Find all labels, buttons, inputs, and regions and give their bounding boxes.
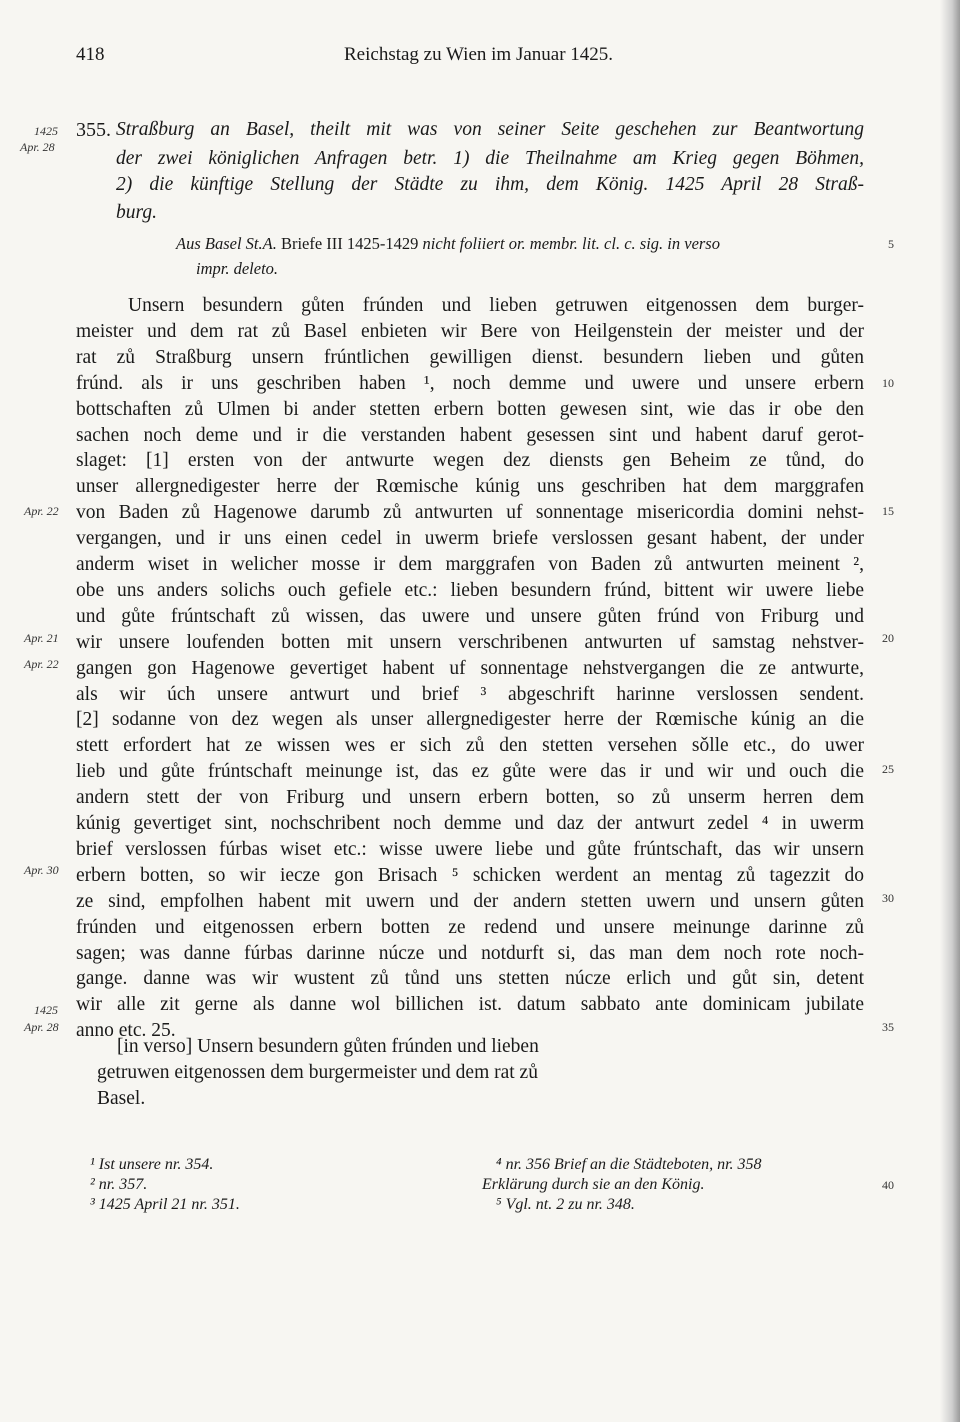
regest-number: 355. xyxy=(76,119,111,141)
line-number: 25 xyxy=(882,762,894,776)
regest-line: der zwei königlichen Anfragen betr. 1) die Theilnahme am Krieg gegen Böhmen, xyxy=(116,148,864,169)
body-line: slaget: [1] ersten von der antwurte wegen dez diensts gen Beheim ze tůnd, do xyxy=(76,450,864,472)
body-line: Unsern besundern gůten frúnden und lieben getruwen eitgenossen dem burger- xyxy=(128,295,864,316)
line-number: 30 xyxy=(882,891,894,905)
running-head: Reichstag zu Wien im Januar 1425. xyxy=(344,44,614,65)
body-line: obe uns anders solichs ouch gefiele etc.: lieben besundern frúnd, bittent wir uwere liebe xyxy=(76,579,864,601)
body-line: stett erfordert hat ze wissen wes er sich zů den stetten versehen sǒlle etc., do uwer xyxy=(76,735,864,757)
source-collection: Briefe III 1425-1429 xyxy=(280,234,419,253)
footnote: ² nr. 357. xyxy=(90,1176,148,1193)
body-line: andern stett der von Friburg und unsern erbern botten, so zů unserm herren dem xyxy=(76,787,864,809)
source-line-2: impr. deleto. xyxy=(196,259,279,278)
body-line: ze sind, empfolhen habent mit uwern und der andern stetten uwern und unsern gůten xyxy=(76,890,864,912)
verso-line: getruwen eitgenossen dem burgermeister und dem rat zů xyxy=(97,1062,538,1083)
margin-date: Apr. 28 xyxy=(24,1020,59,1034)
line-number: 40 xyxy=(882,1178,894,1192)
body-line: frúnd. als ir uns geschriben haben ¹, noch demme und uwere und unsere erbern xyxy=(76,372,864,394)
line-number: 10 xyxy=(882,376,894,390)
body-line: brief verslossen fúrbas wiset etc.: wisse uwere liebe und gůte frúntschaft, das wir unsern xyxy=(76,838,864,860)
body-line: gangen gon Hagenowe gevertiget habent uf sonnentage nehstvergangen die ze antwurte, xyxy=(76,657,864,679)
body-line: anno etc. 25. xyxy=(76,1020,176,1042)
body-line: rat zů Straßburg unsern frúntlichen gewilligen dienst. besundern lieben und gůten xyxy=(76,346,864,368)
line-number: 35 xyxy=(882,1020,894,1034)
margin-date: Apr. 28 xyxy=(20,140,55,154)
body-line: unser allergnedigester herre der Rœmische kúnig uns geschriben hat dem marggrafen xyxy=(76,476,864,498)
margin-date: 1425 xyxy=(34,124,58,138)
verso-line: Basel. xyxy=(97,1088,146,1109)
page-number: 418 xyxy=(76,44,105,65)
margin-date: Apr. 30 xyxy=(24,863,59,877)
margin-date: Apr. 22 xyxy=(24,504,59,518)
body-line: vergangen, und ir uns einen cedel in uwerm briefe verslossen gesant habent, der under xyxy=(76,528,864,550)
margin-date: Apr. 22 xyxy=(24,657,59,671)
body-line: und gůte frúntschaft zů wissen, das uwere und unsere gůten frúnd von Friburg und xyxy=(76,605,864,627)
body-line: lieb und gůte frúntschaft meinunge ist, das ez gůte were das ir und wir und ouch die xyxy=(76,761,864,783)
body-line: sagen; was danne fúrbas darinne núcze und notdurft si, das man dem noch rote noch- xyxy=(76,942,864,964)
body-line: bottschaften zů Ulmen bi ander stetten erbern botten gewesen sint, wie das ir obe den xyxy=(76,398,864,420)
source-line xyxy=(176,231,720,257)
body-line: als wir úch unsere antwurt und brief ³ abgeschrift harinne verslossen sendent. xyxy=(76,683,864,705)
regest-line: burg. xyxy=(116,202,157,223)
margin-date: 1425 xyxy=(34,1003,58,1017)
body-line: sachen noch deme und ir die verstanden habent gesessen sint und habent daruf gerot- xyxy=(76,424,864,446)
footnote: ⁵ Vgl. nt. 2 zu nr. 348. xyxy=(496,1196,635,1213)
regest-line: 2) die künftige Stellung der Städte zu ihm, dem König. 1425 April 28 Straß- xyxy=(116,174,864,195)
line-number: 15 xyxy=(882,504,894,518)
body-line: [2] sodanne von dez wegen als unser allergnedigester herre der Rœmische kúnig an die xyxy=(76,709,864,731)
body-line: erbern botten, so wir iecze gon Brisach ⁵ schicken werdent an mentag zů tagezzit do xyxy=(76,864,864,886)
body-line: meister und dem rat zů Basel enbieten wir Bere von Heilgenstein der meister und der xyxy=(76,320,864,342)
footnote: ³ 1425 April 21 nr. 351. xyxy=(90,1196,240,1213)
verso-line: [in verso] Unsern besundern gůten frúnden und lieben xyxy=(117,1036,539,1057)
margin-date: Apr. 21 xyxy=(24,631,59,645)
body-line: kúnig gevertiget sint, nochschribent noch demme und daz der antwurt zedel ⁴ in uwerm xyxy=(76,813,864,834)
footnote: Erklärung durch sie an den König. xyxy=(482,1176,705,1193)
source-description: nicht foliiert or. membr. lit. cl. c. sig. in verso xyxy=(422,234,720,253)
body-line: gange. danne was wir wustent zů tůnd uns stetten núcze erlich und gůt sin, detent xyxy=(76,968,864,990)
page-edge-shadow xyxy=(940,0,960,1422)
footnote: ¹ Ist unsere nr. 354. xyxy=(90,1156,214,1173)
footnote: ⁴ nr. 356 Brief an die Städteboten, nr. 358 xyxy=(496,1156,762,1173)
regest-line: Straßburg an Basel, theilt mit was von seiner Seite geschehen zur Beantwortung xyxy=(116,119,864,140)
body-line: von Baden zů Hagenowe darumb zů antwurten uf sonnentage misericordia domini nehst- xyxy=(76,502,864,524)
body-line: wir alle zit gerne als danne wol billichen ist. datum sabbato ante dominicam jubilate xyxy=(76,994,864,1016)
source-archive: Aus Basel St.A. xyxy=(176,234,277,253)
line-number: 20 xyxy=(882,631,894,645)
body-line: anderm wiset in welicher mosse ir dem marggrafen von Baden zů antwurten meinent ², xyxy=(76,554,864,575)
line-number: 5 xyxy=(888,237,894,251)
body-line: frúnden und eitgenossen erbern botten ze redend und unsere meinunge darinne zů xyxy=(76,916,864,938)
body-line: wir unsere loufenden botten mit unsern verschribenen antwurten uf samstag nehstver- xyxy=(76,631,864,653)
